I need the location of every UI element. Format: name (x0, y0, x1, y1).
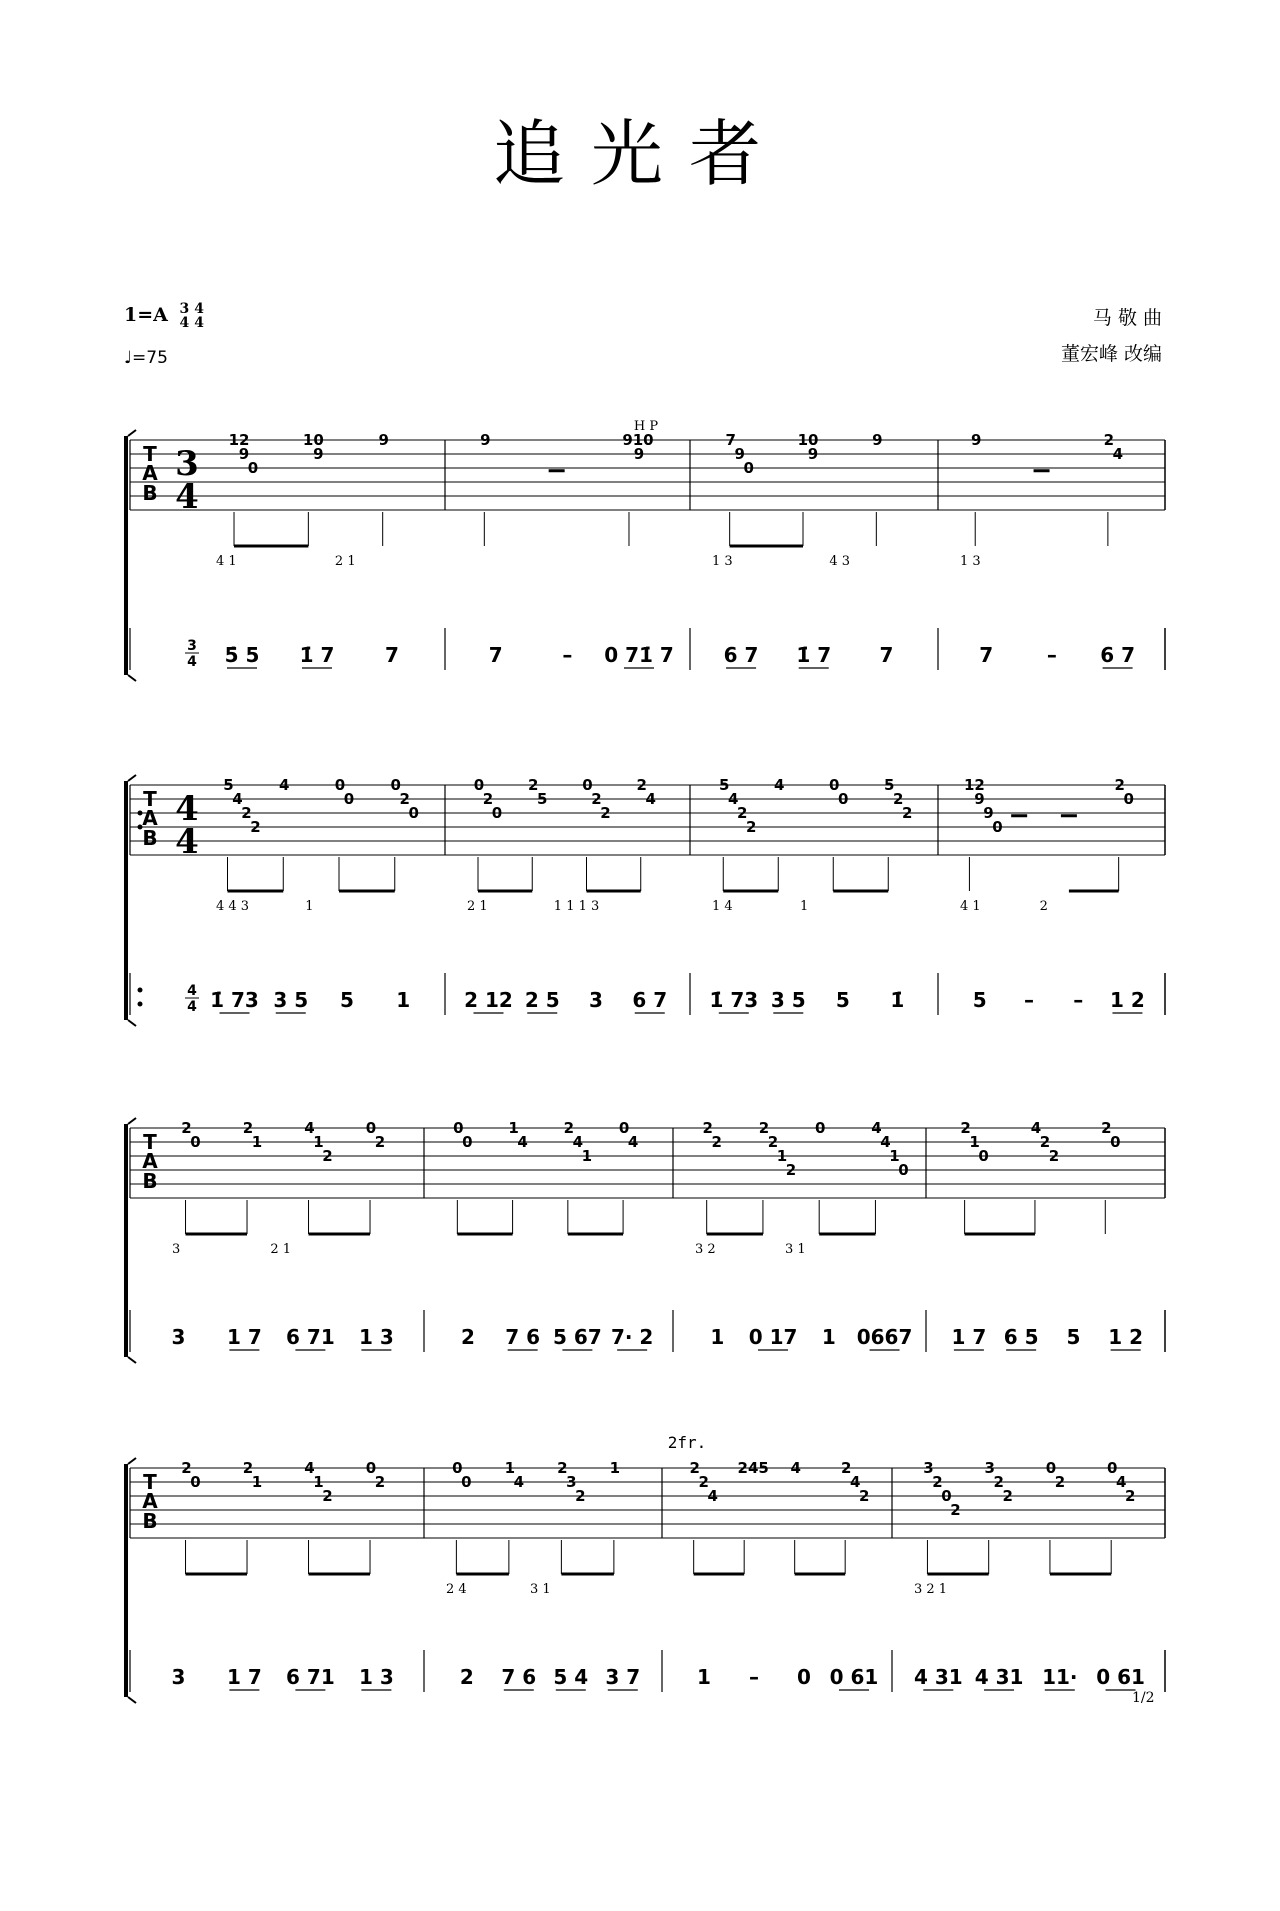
fret-number: 9 (974, 790, 985, 808)
fret-number: 9 (313, 445, 324, 463)
jianpu-note: 7 (979, 643, 994, 667)
fret-number: 4 (1112, 445, 1124, 463)
fret-number: 12 (228, 431, 250, 449)
jianpu-note: 1 2 (1110, 988, 1145, 1012)
fret-number: 4 (1115, 1473, 1127, 1491)
jianpu-note: 1 7 (227, 1325, 262, 1349)
fret-number: 4 (645, 790, 656, 808)
fret-number: 2 (250, 818, 261, 836)
fret-number: 2 (702, 1119, 713, 1137)
fret-position-label: 2fr. (667, 1433, 707, 1452)
fret-number: 0 (365, 1459, 377, 1477)
fret-number: 4 (790, 1459, 801, 1477)
jianpu-time-num: 4 (187, 983, 197, 999)
bracket-bottom-hook (128, 1020, 136, 1026)
jianpu-note: 1 2 (1108, 1325, 1144, 1349)
jianpu-note: 0 61 (829, 1665, 879, 1689)
fingering-label: 4 1 (960, 899, 981, 914)
jianpu-note: 5 (972, 988, 987, 1012)
fret-number: 0 (582, 776, 593, 794)
fret-number: 2 (689, 1459, 700, 1477)
fret-number: 5 (223, 776, 234, 794)
fret-number: 2 (374, 1473, 386, 1491)
jianpu-note: 6 7 (723, 643, 759, 667)
jianpu-note: – (1023, 988, 1034, 1012)
tab-clef-a: A (142, 1149, 158, 1173)
fret-number: 4 (572, 1133, 584, 1151)
fret-number: 2 (181, 1459, 192, 1477)
fret-number: 245 (737, 1459, 769, 1477)
tab-clef-b: B (142, 826, 158, 850)
fret-number: 2 (557, 1459, 568, 1477)
jianpu-note: 1 (710, 1325, 725, 1349)
fret-number: 2 (1048, 1147, 1060, 1165)
fret-number: 3 (566, 1473, 577, 1491)
fret-number: 4 (304, 1119, 315, 1137)
fret-number: 4 (304, 1459, 315, 1477)
fret-number: 9 (480, 431, 491, 449)
fret-number: 1 (504, 1459, 516, 1477)
fret-number: 0 (461, 1473, 472, 1491)
fret-number: 2 (322, 1487, 333, 1505)
jianpu-note: 1 7 (951, 1325, 987, 1349)
jianpu-note: 5 (1066, 1325, 1081, 1349)
fret-number: 2 (242, 1459, 254, 1477)
fingering-label: 1 1 1 3 (553, 899, 600, 914)
fingering-label: 2 1 (334, 554, 356, 569)
fret-number: 5 (884, 776, 895, 794)
fret-number: 9 (807, 445, 819, 463)
repeat-dot (138, 988, 143, 993)
fret-number: 4 (728, 790, 739, 808)
tab-clef-t: T (143, 787, 157, 811)
jianpu-note: – (562, 643, 573, 667)
jianpu-note: 7 (879, 643, 894, 667)
fret-number: 0 (829, 776, 840, 794)
jianpu-note: 5 67 (553, 1325, 602, 1349)
time-sig-numerator: 4 (175, 789, 199, 829)
jianpu-note: 1 3 (359, 1325, 394, 1349)
bracket-top-hook (128, 430, 136, 436)
jianpu-note: 1̇ 73 (210, 988, 259, 1012)
jianpu-note: 3 (171, 1665, 186, 1689)
fingering-label: 3 1 (785, 1242, 806, 1257)
fret-number: 9 (238, 445, 250, 463)
bracket-bottom-hook (128, 1697, 136, 1703)
jianpu-note: 2 12 (464, 988, 513, 1012)
fret-number: 1 (313, 1473, 324, 1491)
fret-number: 4 (871, 1119, 882, 1137)
fret-number: 4 (279, 776, 290, 794)
jianpu-note: 7 6 (505, 1325, 541, 1349)
fret-number: 2 (932, 1473, 943, 1491)
fret-number: 2 (1114, 776, 1125, 794)
fret-number: 9 (872, 431, 883, 449)
jianpu-note: – (1046, 643, 1057, 667)
jianpu-note: 1̇ 7 (796, 643, 832, 667)
jianpu-note: 0 17 (748, 1325, 798, 1349)
jianpu-note: 1̇ (890, 988, 905, 1012)
tab-clef-b: B (142, 1509, 158, 1533)
tab-clef-b: B (142, 481, 158, 505)
jianpu-note: 2 (459, 1665, 474, 1689)
fingering-label: 2 4 (446, 1582, 467, 1597)
fret-number: 0 (1110, 1133, 1121, 1151)
fret-number: 0 (618, 1119, 630, 1137)
fret-number: 2 (600, 804, 611, 822)
fret-number: 0 (334, 776, 346, 794)
fret-number: 0 (452, 1459, 463, 1477)
jianpu-note: 0667 (856, 1325, 913, 1349)
fret-number: 4 (849, 1473, 861, 1491)
time-sig-denominator: 4 (175, 477, 199, 517)
fret-number: 2 (1002, 1487, 1013, 1505)
repeat-dot (138, 1002, 143, 1007)
fret-number: 2 (575, 1487, 586, 1505)
jianpu-note: 7 6 (501, 1665, 537, 1689)
fret-number: 4 (1030, 1119, 1042, 1137)
fret-number: 1 (313, 1133, 324, 1151)
jianpu-note: 1 7 (227, 1665, 262, 1689)
jianpu-note: 7· 2 (610, 1325, 654, 1349)
jianpu-note: 2 5 (524, 988, 560, 1012)
fret-number: 2 (893, 790, 904, 808)
fingering-label: 3 2 (695, 1242, 716, 1257)
jianpu-note: – (749, 1665, 759, 1689)
jianpu-note: 3 5 (273, 988, 309, 1012)
fret-number: 0 (978, 1147, 989, 1165)
fret-number: 2 (858, 1487, 870, 1505)
fret-number: 0 (247, 459, 259, 477)
fingering-label: 4 1 (216, 554, 237, 569)
fret-number: 2 (785, 1161, 797, 1179)
fingering-label: 3 (172, 1242, 181, 1257)
fret-number: 2 (591, 790, 602, 808)
fingering-label: 3 2 1 (914, 1582, 948, 1597)
jianpu-note: 1 (697, 1665, 711, 1689)
fret-number: 0 (190, 1473, 201, 1491)
jianpu-note: 1̇ 7 (299, 643, 335, 667)
fingering-label: 2 1 (467, 899, 488, 914)
fingering-label: 2 (1039, 899, 1048, 914)
fret-number: 10 (302, 431, 324, 449)
fret-number: 1 (251, 1473, 263, 1491)
jianpu-note: 6 71 (286, 1665, 335, 1689)
fret-number: 0 (190, 1133, 201, 1151)
fret-number: 1 (609, 1459, 621, 1477)
fret-number: 5 (719, 776, 730, 794)
composer-credit: 马 敬 曲 (1092, 307, 1162, 329)
fingering-label: 4 3 (829, 554, 851, 569)
fret-number: 0 (992, 818, 1003, 836)
fingering-label: 3 1 (530, 1582, 551, 1597)
fret-number: 5 (537, 790, 548, 808)
fret-number: 910 (622, 431, 654, 449)
tab-clef-a: A (142, 1489, 158, 1513)
fret-number: 2 (399, 790, 410, 808)
fret-number: 0 (941, 1487, 952, 1505)
fret-number: 2 (181, 1119, 192, 1137)
jianpu-note: 3 (171, 1325, 186, 1349)
fret-number: 2 (482, 790, 494, 808)
page-number: 1/2 (1132, 1690, 1155, 1706)
fret-number: 2 (1124, 1487, 1136, 1505)
fret-number: 9 (633, 445, 645, 463)
fret-number: 2 (698, 1473, 709, 1491)
jianpu-note: 0 61 (1096, 1665, 1145, 1689)
jianpu-note: 5̇ 5 (224, 643, 260, 667)
fingering-label: 1 (305, 899, 314, 914)
fret-number: 1 (508, 1119, 519, 1137)
fret-number: 2 (737, 804, 748, 822)
fret-number: 0 (491, 804, 503, 822)
jianpu-note: 6 7 (1100, 643, 1135, 667)
fret-number: 3 (923, 1459, 934, 1477)
fret-number: 4 (513, 1473, 525, 1491)
fingering-label: 4 4 3 (216, 899, 250, 914)
fret-number: 10 (797, 431, 819, 449)
bracket-top-hook (128, 1118, 136, 1124)
fret-number: 0 (453, 1119, 464, 1137)
fret-number: 2 (1103, 431, 1115, 449)
jianpu-note: 6 71 (286, 1325, 335, 1349)
fret-number: 2 (636, 776, 647, 794)
jianpu-note: 3 5 (770, 988, 806, 1012)
fret-number: 1 (969, 1133, 980, 1151)
fret-number: 1 (776, 1147, 788, 1165)
jianpu-note: 1 3 (359, 1665, 394, 1689)
fret-number: 9 (970, 431, 982, 449)
jianpu-note: 0 (797, 1665, 811, 1689)
fret-number: 0 (390, 776, 401, 794)
fret-number: 0 (343, 790, 355, 808)
fret-number: 4 (707, 1487, 718, 1505)
fret-number: 0 (408, 804, 419, 822)
jianpu-time-den: 4 (187, 999, 197, 1015)
song-title: 追光者 (492, 112, 787, 196)
jianpu-note: 1 (396, 988, 411, 1012)
fret-number: 2 (322, 1147, 333, 1165)
tab-clef-a: A (142, 461, 158, 485)
jianpu-time-num: 3 (187, 638, 197, 654)
fret-number: 7 (725, 431, 736, 449)
tab-clef-t: T (143, 1470, 157, 1494)
fret-number: 4 (627, 1133, 639, 1151)
fingering-label: 2 1 (270, 1242, 292, 1257)
fret-number: 4 (774, 776, 785, 794)
fret-number: 9 (378, 431, 389, 449)
fret-number: 0 (473, 776, 485, 794)
bracket-bottom-hook (128, 675, 136, 681)
bracket-top-hook (128, 1458, 136, 1464)
fret-number: 9 (734, 445, 745, 463)
jianpu-note: 4 31 (913, 1665, 963, 1689)
time-signature-3-4: 3 4 (179, 301, 190, 331)
fret-number: 2 (374, 1133, 386, 1151)
fret-number: 0 (838, 790, 849, 808)
fret-number: 4 (517, 1133, 528, 1151)
tab-clef-a: A (142, 806, 158, 830)
fingering-label: 1 (800, 899, 809, 914)
fret-number: 2 (993, 1473, 1004, 1491)
fret-number: 1 (251, 1133, 263, 1151)
fret-number: 2 (563, 1119, 575, 1137)
fret-number: 9 (983, 804, 994, 822)
jianpu-note: 5 4 (553, 1665, 589, 1689)
fret-number: 0 (462, 1133, 473, 1151)
fret-number: 2 (767, 1133, 779, 1151)
fret-number: 2 (1039, 1133, 1051, 1151)
jianpu-note: 3 (589, 988, 603, 1012)
jianpu-time-den: 4 (187, 654, 197, 670)
fret-number: 12 (963, 776, 985, 794)
technique-hp: H P (633, 419, 659, 434)
fret-number: 2 (746, 818, 757, 836)
fret-number: 1 (889, 1147, 900, 1165)
fret-number: 0 (743, 459, 754, 477)
fret-number: 0 (1045, 1459, 1057, 1477)
jianpu-note: 6 7 (632, 988, 668, 1012)
jianpu-note: 7 (488, 643, 503, 667)
jianpu-note: – (1073, 988, 1084, 1012)
fret-number: 2 (242, 1119, 254, 1137)
jianpu-note: 1 (821, 1325, 836, 1349)
jianpu-note: 4 31 (974, 1665, 1024, 1689)
jianpu-note: 5 (340, 988, 354, 1012)
jianpu-note: 2 (460, 1325, 475, 1349)
fingering-label: 1 4 (712, 899, 733, 914)
time-sig-denominator: 4 (175, 822, 199, 862)
jianpu-note: 1̇ 73 (709, 988, 759, 1012)
fret-number: 0 (898, 1161, 909, 1179)
jianpu-note: 5 (835, 988, 850, 1012)
jianpu-note: 0 71̇ 7 (604, 643, 674, 667)
fret-number: 0 (1123, 790, 1134, 808)
fret-number: 2 (950, 1501, 961, 1519)
fret-number: 2 (241, 804, 252, 822)
bracket-bottom-hook (128, 1357, 136, 1363)
fingering-label: 1 3 (712, 554, 733, 569)
tab-clef-t: T (143, 442, 157, 466)
fret-number: 2 (840, 1459, 852, 1477)
fret-number: 2 (528, 776, 539, 794)
jianpu-note: 3 7 (605, 1665, 641, 1689)
fret-number: 2 (902, 804, 913, 822)
fret-number: 2 (1101, 1119, 1112, 1137)
fret-number: 4 (880, 1133, 891, 1151)
fret-number: 2 (1054, 1473, 1066, 1491)
time-sig-numerator: 3 (175, 444, 199, 484)
fret-number: 0 (1106, 1459, 1118, 1477)
jianpu-note: 11· (1042, 1665, 1078, 1689)
fret-number: 2 (960, 1119, 971, 1137)
fret-number: 1 (581, 1147, 593, 1165)
bracket-top-hook (128, 775, 136, 781)
fret-number: 2 (758, 1119, 770, 1137)
jianpu-note: 6 5 (1003, 1325, 1039, 1349)
time-signature-4-4: 4 4 (194, 301, 205, 331)
fingering-label: 1 3 (960, 554, 981, 569)
fret-number: 0 (365, 1119, 377, 1137)
fret-number: 0 (814, 1119, 826, 1137)
tempo-marking: ♩=75 (124, 348, 168, 368)
arranger-credit: 董宏峰 改编 (1060, 343, 1162, 365)
fret-number: 3 (984, 1459, 995, 1477)
fret-number: 2 (711, 1133, 722, 1151)
tab-clef-b: B (142, 1169, 158, 1193)
jianpu-note: 7 (385, 643, 399, 667)
key-label: 1=A (124, 304, 168, 326)
fret-number: 4 (232, 790, 243, 808)
tab-clef-t: T (143, 1130, 157, 1154)
